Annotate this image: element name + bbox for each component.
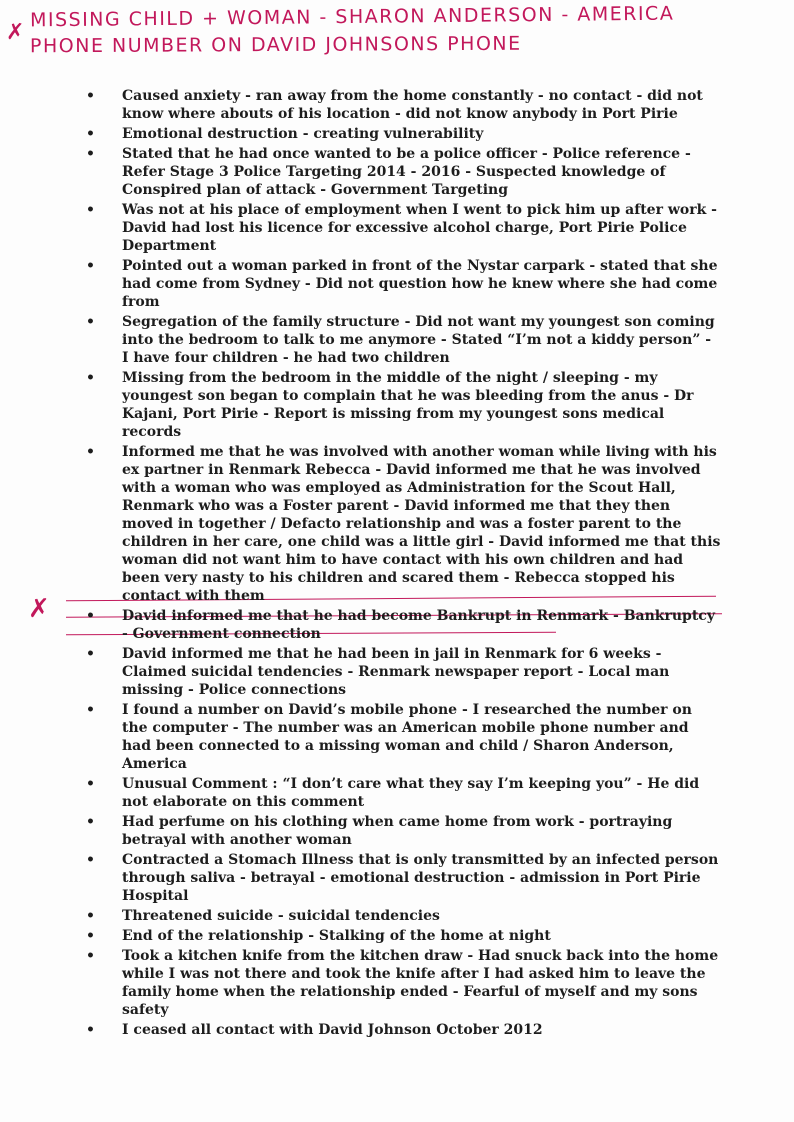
list-item-text: Segregation of the family structure - Did not want my youngest son coming into the bedroom to talk to me anymore - Stated “I’m not a kiddy person” - I have four children - he had two children — [122, 314, 715, 366]
bullet-icon: • — [86, 146, 95, 162]
list-item — [86, 201, 722, 255]
list-item-text: End of the relationship - Stalking of the home at night — [122, 928, 551, 944]
list-item — [86, 907, 722, 925]
bullet-icon: • — [86, 258, 95, 274]
list-item — [86, 851, 722, 905]
list-item — [86, 607, 722, 643]
list-item — [86, 947, 722, 1019]
bullet-icon: • — [86, 370, 95, 386]
bullet-icon: • — [86, 776, 95, 792]
list-item-text: David informed me that he had become Bankrupt in Renmark - Bankruptcy - Government connection — [122, 608, 715, 642]
list-item — [86, 645, 722, 699]
bullet-icon: • — [86, 314, 95, 330]
list-item — [86, 927, 722, 945]
list-item — [86, 87, 722, 123]
list-item-text: I ceased all contact with David Johnson October 2012 — [122, 1022, 543, 1038]
bullet-icon: • — [86, 908, 95, 924]
bullet-icon: • — [86, 444, 95, 460]
list-item — [86, 443, 722, 605]
list-item-text: Pointed out a woman parked in front of the Nystar carpark - stated that she had come from Sydney - Did not question how he knew where she had come from — [122, 258, 718, 310]
list-item-text: Stated that he had once wanted to be a police officer - Police reference - Refer Stage 3 Police Targeting 2014 - 2016 - Suspected knowledge of Conspired plan of attack - Government Targeting — [122, 146, 691, 198]
bullet-icon: • — [86, 202, 95, 218]
list-item — [86, 775, 722, 811]
list-item — [86, 813, 722, 849]
bullet-icon: • — [86, 928, 95, 944]
list-item-text: I found a number on David’s mobile phone - I researched the number on the computer - The number was an American mobile phone number and had been connected to a missing woman and child / Sharon Anderson, America — [122, 702, 692, 772]
list-item-text: Informed me that he was involved with another woman while living with his ex partner in Renmark Rebecca - David informed me that he was involved with a woman who was employed as Administration for the Scout Hall, Renmark who was a Foster parent - David informed me that they then moved in together / Defacto relationship and was a foster parent to the children in her care, one child was a little girl - David informed me that this woman did not want him to have contact with his own children and had been very nasty to his children and scared them - Rebecca stopped his contact with them — [122, 444, 721, 604]
list-item-highlighted — [86, 701, 722, 773]
handwritten-title-line-1: MISSING CHILD + WOMAN - SHARON ANDERSON - AMERICA — [29, 2, 675, 32]
bullet-icon: • — [86, 126, 95, 142]
list-item-text: Missing from the bedroom in the middle of the night / sleeping - my youngest son began to complain that he was bleeding from the anus - Dr Kajani, Port Pirie - Report is missing from my youngest sons medical records — [122, 370, 694, 440]
bullet-icon: • — [86, 608, 95, 624]
bullet-icon: • — [86, 948, 95, 964]
list-item-text: Threatened suicide - suicidal tendencies — [122, 908, 440, 924]
bullet-icon: • — [86, 702, 95, 718]
bullet-icon: • — [86, 1022, 95, 1038]
list-item-text: Emotional destruction - creating vulnerability — [122, 126, 484, 142]
list-item — [86, 1021, 722, 1039]
bullet-icon: • — [86, 88, 95, 104]
list-item-text: Was not at his place of employment when I went to pick him up after work - David had lost his licence for excessive alcohol charge, Port Pirie Police Department — [122, 202, 717, 254]
list-item — [86, 313, 722, 367]
list-item — [86, 369, 722, 441]
list-item-text: Took a kitchen knife from the kitchen draw - Had snuck back into the home while I was not there and took the knife after I had asked him to leave the family home when the relationship ended - Fearful of myself and my sons safety — [122, 948, 719, 1018]
list-item — [86, 257, 722, 311]
handwritten-star-mark: ✗ — [6, 20, 25, 45]
handwritten-title-line-2: PHONE NUMBER ON DAVID JOHNSONS PHONE — [29, 32, 522, 58]
list-item-text: Had perfume on his clothing when came home from work - portraying betrayal with another woman — [122, 814, 673, 848]
list-item-text: Unusual Comment : “I don’t care what they say I’m keeping you” - He did not elaborate on this comment — [122, 776, 700, 810]
list-item — [86, 145, 722, 199]
bullet-icon: • — [86, 646, 95, 662]
list-item — [86, 125, 722, 143]
list-item-text: Caused anxiety - ran away from the home constantly - no contact - did not know where abouts of his location - did not know anybody in Port Pirie — [122, 88, 703, 122]
list-item-text: David informed me that he had been in jail in Renmark for 6 weeks - Claimed suicidal tendencies - Renmark newspaper report - Local man missing - Police connections — [122, 646, 670, 698]
bullet-icon: • — [86, 852, 95, 868]
list-item-text: Contracted a Stomach Illness that is only transmitted by an infected person through saliva - betrayal - emotional destruction - admission in Port Pirie Hospital — [122, 852, 719, 904]
margin-star-mark: ✗ — [28, 594, 50, 624]
bullet-icon: • — [86, 814, 95, 830]
bullet-list — [86, 87, 722, 1041]
